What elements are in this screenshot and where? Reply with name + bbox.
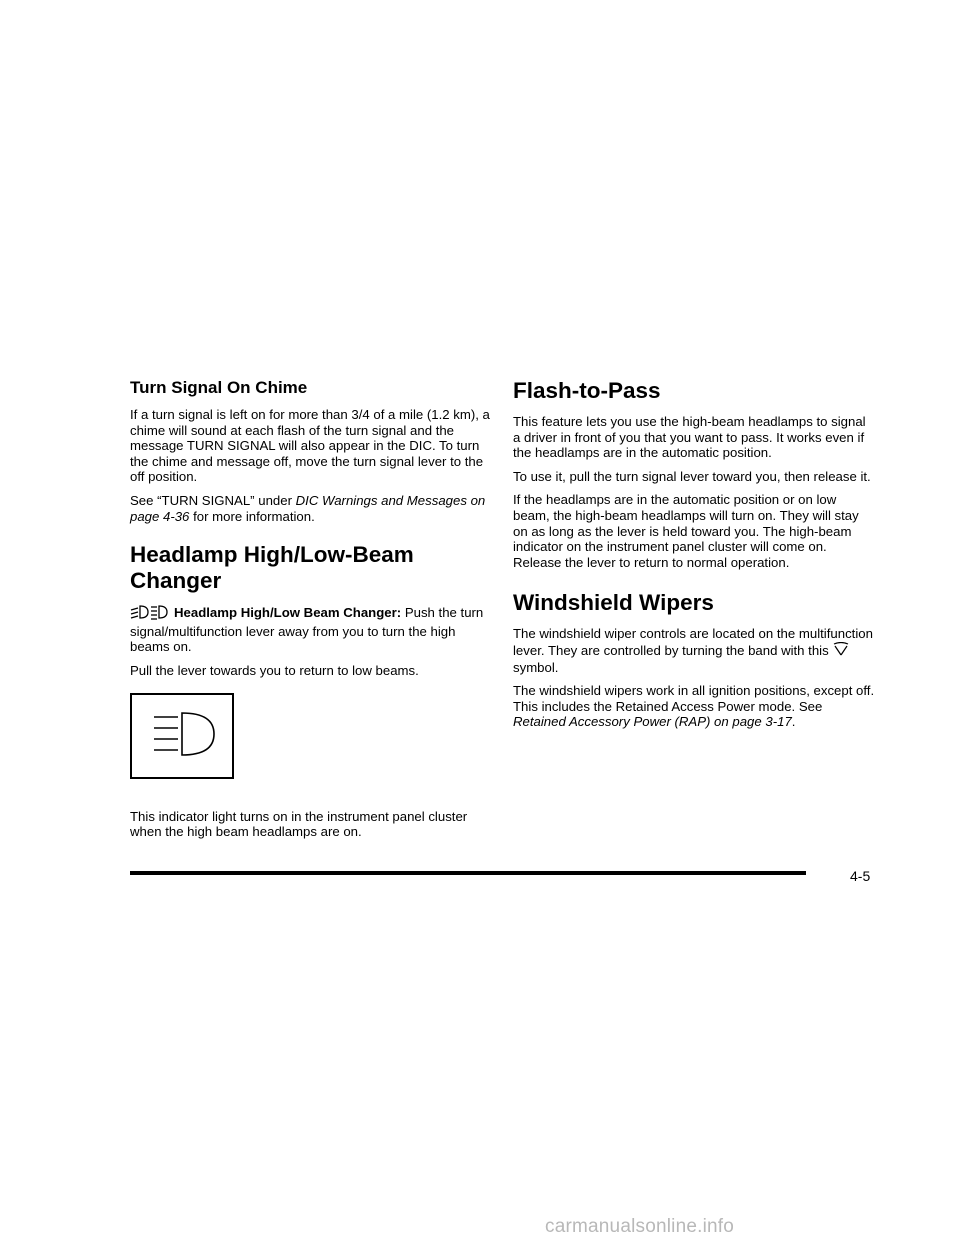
high-beam-indicator-figure xyxy=(130,693,234,779)
see-suffix: for more information. xyxy=(193,508,315,524)
wiper-symbol-icon xyxy=(833,642,849,660)
page-number: 4-5 xyxy=(850,868,871,884)
left-column xyxy=(130,376,490,848)
watermark: carmanualsonline.info xyxy=(545,1216,735,1237)
headlamp-changer-paragraph xyxy=(130,604,490,655)
see-reference-paragraph xyxy=(130,493,490,524)
wipers-paragraph-2-text: The windshield wipers work in all ignition positions, except off. This includes the Retained Access Power mode. See xyxy=(513,683,875,714)
flash-to-pass-heading: Flash-to-Pass xyxy=(513,378,661,403)
wipers-paragraph-2-end: . xyxy=(791,714,796,730)
headlamp-changer-text: Push the turn signal/multifunction lever away from you to turn the high beams on. xyxy=(130,605,484,655)
see-prefix: See “TURN SIGNAL” under xyxy=(130,492,292,508)
footer-rule xyxy=(130,871,806,875)
right-column xyxy=(513,376,875,738)
pull-lever-paragraph: Pull the lever towards you to return to low beams. xyxy=(130,662,419,678)
flash-paragraph-1: This feature lets you use the high-beam headlamps to signal a driver in front of you that you want to pass. It works even if the headlamps are in the automatic position. xyxy=(513,414,866,461)
high-low-beam-icon xyxy=(130,604,168,624)
turn-signal-chime-paragraph: If a turn signal is left on for more than 3/4 of a mile (1.2 km), a chime will sound at each flash of the turn signal and the message TURN SIGNAL will also appear in the DIC. To turn the chime and message off, move the turn signal lever to the off position. xyxy=(130,407,490,485)
wipers-paragraph-1-text: The windshield wiper controls are located on the multifunction lever. They are controlled by turning the band with this xyxy=(513,626,873,658)
indicator-light-paragraph: This indicator light turns on in the instrument panel cluster when the high beam headlamps are on. xyxy=(130,808,468,840)
high-beam-indicator-icon xyxy=(132,695,232,777)
wipers-paragraph-1 xyxy=(513,626,875,675)
flash-paragraph-3: If the headlamps are in the automatic position or on low beam, the high-beam headlamps will turn on. They will stay on as long as the lever is held toward you. The high-beam indicator on the instrument panel cluster will come on. Release the lever to return to normal operation. xyxy=(513,492,859,570)
wipers-paragraph-2 xyxy=(513,683,875,730)
dic-warnings-link[interactable]: DIC Warnings and Messages on page 4-36 xyxy=(130,492,486,524)
wipers-paragraph-1-end: symbol. xyxy=(513,659,559,675)
windshield-wipers-heading: Windshield Wipers xyxy=(513,590,714,616)
headlamp-changer-label: Headlamp High/Low Beam Changer: xyxy=(174,605,402,621)
flash-paragraph-2: To use it, pull the turn signal lever toward you, then release it. xyxy=(513,468,871,484)
turn-signal-chime-heading: Turn Signal On Chime xyxy=(130,378,308,397)
rap-link[interactable]: Retained Accessory Power (RAP) on page 3-17 xyxy=(513,714,792,730)
headlamp-changer-heading: Headlamp High/Low-Beam Changer xyxy=(130,542,414,594)
